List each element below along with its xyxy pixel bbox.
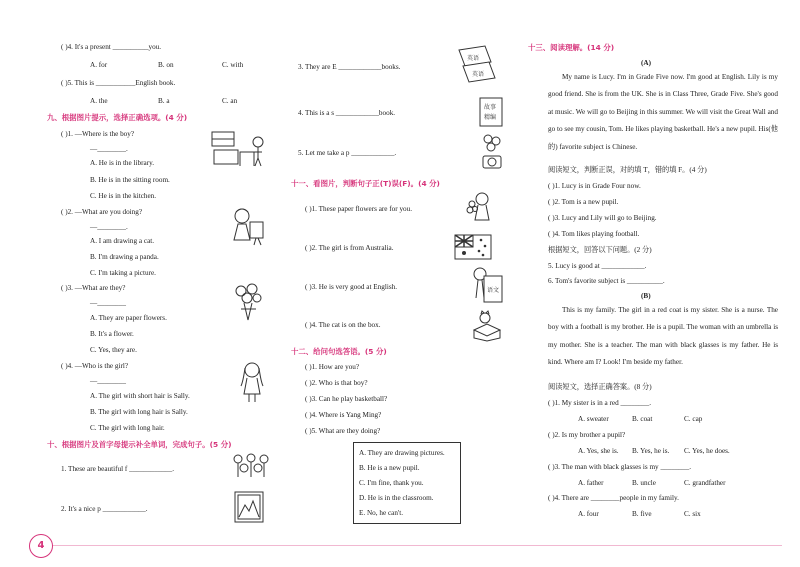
mc-instructions: 阅读短文，选择正确答案。(8 分)	[548, 383, 652, 391]
part-a-label: (A)	[641, 59, 651, 67]
mc-q3-option-a: A. father	[578, 479, 604, 487]
english-books-picture	[455, 44, 499, 88]
mc-q4-option-b: B. five	[632, 510, 652, 518]
s9q4-stem: ( )4. —Who is the girl?	[61, 362, 129, 370]
q4-option-c: C. with	[222, 61, 244, 69]
s9q4-option-c: C. The girl with long hair.	[90, 424, 165, 432]
mc-q3-option-c: C. grandfather	[684, 479, 726, 487]
tf-instructions: 阅读短文，判断正误，对的填 T，错的填 F。(4 分)	[548, 166, 707, 174]
tf-item-3: ( )3. Lucy and Lily will go to Beijing.	[548, 214, 657, 222]
s9q2-option-b: B. I'm drawing a panda.	[90, 253, 159, 261]
australia-flag-icon	[454, 234, 492, 260]
s11-item-4: ( )4. The cat is on the box.	[305, 321, 381, 329]
s10q2: 2. It's a nice p ____________.	[61, 505, 148, 513]
page-number: 4	[29, 534, 53, 558]
book-label-story: 故事	[484, 104, 497, 111]
answer-option-d: D. He is in the classroom.	[359, 494, 434, 502]
sitting-room-picture	[210, 128, 268, 168]
q5-option-b: B. a	[158, 97, 170, 105]
s9q2-option-a: A. I am drawing a cat.	[90, 237, 155, 245]
tf-item-4: ( )4. Tom likes playing football.	[548, 230, 640, 238]
section13-title: 十三、阅读理解。(14 分)	[528, 43, 615, 52]
girl-drawing-picture	[228, 206, 266, 246]
section10-title: 十、根据图片及首字母提示补全单词，完成句子。(5 分)	[47, 440, 232, 449]
q4-option-a: A. for	[90, 61, 108, 69]
q4-option-b: B. on	[158, 61, 174, 69]
footer-rule	[52, 545, 782, 546]
section9-title: 九、根据图片提示，选择正确选项。(4 分)	[47, 113, 188, 122]
boy-chinese-book-picture	[472, 266, 504, 306]
tf-item-2: ( )2. Tom is a new pupil.	[548, 198, 619, 206]
answer-option-a: A. They are drawing pictures.	[359, 449, 445, 457]
s10q1: 1. These are beautiful f ____________.	[61, 465, 175, 473]
flowers-picture	[232, 452, 270, 478]
answer-option-b: B. He is a new pupil.	[359, 464, 420, 472]
s12-item-4: ( )4. Where is Yang Ming?	[305, 411, 382, 419]
s9q1-option-a: A. He is in the library.	[90, 159, 155, 167]
cat-on-box-picture	[470, 310, 504, 342]
paper-flowers-picture	[232, 283, 264, 321]
s9q1-option-c: C. He is in the kitchen.	[90, 192, 157, 200]
s9q2-blank: —________.	[90, 223, 128, 231]
mc-q2-option-c: C. Yes, he does.	[684, 447, 730, 455]
s12-item-3: ( )3. Can he play basketball?	[305, 395, 388, 403]
mc-q1-option-a: A. sweater	[578, 415, 609, 423]
s9q3-option-a: A. They are paper flowers.	[90, 314, 167, 322]
mc-q2-option-a: A. Yes, she is.	[578, 447, 619, 455]
q5-stem: ( )5. This is ___________English book.	[61, 79, 176, 87]
s9q4-option-a: A. The girl with short hair is Sally.	[90, 392, 190, 400]
s9q4-blank: —________	[90, 377, 126, 385]
answer-option-c: C. I'm fine, thank you.	[359, 479, 424, 487]
answer-options-box	[353, 442, 461, 524]
s9q2-option-c: C. I'm taking a picture.	[90, 269, 156, 277]
mc-q1-stem: ( )1. My sister is in a red ________.	[548, 399, 652, 407]
mc-q2-stem: ( )2. Is my brother a pupil?	[548, 431, 626, 439]
s9q2-stem: ( )2. —What are you doing?	[61, 208, 143, 216]
section12-title: 十二、给问句选答语。(5 分)	[291, 347, 387, 356]
mc-q1-option-c: C. cap	[684, 415, 703, 423]
s11-item-2: ( )2. The girl is from Australia.	[305, 244, 394, 252]
mc-q3-option-b: B. uncle	[632, 479, 656, 487]
mc-q2-option-b: B. Yes, he is.	[632, 447, 670, 455]
camera-flower-picture	[480, 132, 504, 174]
q5-option-c: C. an	[222, 97, 238, 105]
mc-q4-stem: ( )4. There are ________people in my family.	[548, 494, 679, 502]
s9q3-option-c: C. Yes, they are.	[90, 346, 137, 354]
mc-q4-option-c: C. six	[684, 510, 701, 518]
book-label-story2: 精编	[484, 114, 497, 121]
s9q3-option-b: B. It's a flower.	[90, 330, 134, 338]
passage-b: This is my family. The girl in a red coat is my sister. She is a nurse. The boy with a football is my brother. He is a pupil. The woman with an umbrella is my mother. She is a teacher. The man with black glasses is my father. He is kind. Where am I? Look! I'm beside my father.	[548, 306, 778, 367]
s10q3: 3. They are E ____________books.	[298, 63, 401, 71]
passage-a: My name is Lucy. I'm in Grade Five now. I'm good at English. Lily is my good friend. She is from the UK. She is in Class Three, Grade Five. She's good at music. We will go to Beijing in this summer. We will visit the Great Wall and go to see my cousin, Tom. He likes playing basketball. He's a new pupil. His(他的) favorite subject is Chinese.	[548, 73, 778, 151]
section11-title: 十一、看图片，判断句子正(T)误(F)。(4 分)	[291, 179, 440, 188]
mc-q4-option-a: A. four	[578, 510, 599, 518]
book-label-english-2: 英语	[472, 71, 485, 78]
s9q4-option-b: B. The girl with long hair is Sally.	[90, 408, 188, 416]
mc-q3-stem: ( )3. The man with black glasses is my ________.	[548, 463, 691, 471]
s12-item-5: ( )5. What are they doing?	[305, 427, 381, 435]
girl-with-flowers-picture	[466, 190, 496, 226]
s10q4: 4. This is a s ____________book.	[298, 109, 396, 117]
qa-instructions: 根据短文，回答以下问题。(2 分)	[548, 246, 652, 254]
s11-item-1: ( )1. These paper flowers are for you.	[305, 205, 413, 213]
s9q1-stem: ( )1. —Where is the boy?	[61, 130, 135, 138]
s11-item-3: ( )3. He is very good at English.	[305, 283, 398, 291]
qa-item-6: 6. Tom's favorite subject is __________.	[548, 277, 665, 285]
picture-frame-picture	[234, 491, 264, 523]
girl-long-hair-picture	[237, 360, 267, 404]
answer-option-e: E. No, he can't.	[359, 509, 404, 517]
part-b-label: (B)	[641, 292, 651, 300]
q4-stem: ( )4. It's a present __________you.	[61, 43, 162, 51]
s12-item-2: ( )2. Who is that boy?	[305, 379, 368, 387]
s10q5: 5. Let me take a p ____________.	[298, 149, 397, 157]
s12-item-1: ( )1. How are you?	[305, 363, 360, 371]
mc-q1-option-b: B. coat	[632, 415, 653, 423]
s9q3-blank: —________	[90, 299, 126, 307]
book-label-english-1: 英语	[467, 55, 480, 62]
qa-item-5: 5. Lucy is good at ____________.	[548, 262, 647, 270]
book-label-chinese: 语文	[487, 287, 500, 294]
s9q1-blank: —________.	[90, 145, 128, 153]
q5-option-a: A. the	[90, 97, 108, 105]
story-book-picture	[478, 96, 504, 128]
s9q3-stem: ( )3. —What are they?	[61, 284, 126, 292]
tf-item-1: ( )1. Lucy is in Grade Four now.	[548, 182, 641, 190]
s9q1-option-b: B. He is in the sitting room.	[90, 176, 170, 184]
